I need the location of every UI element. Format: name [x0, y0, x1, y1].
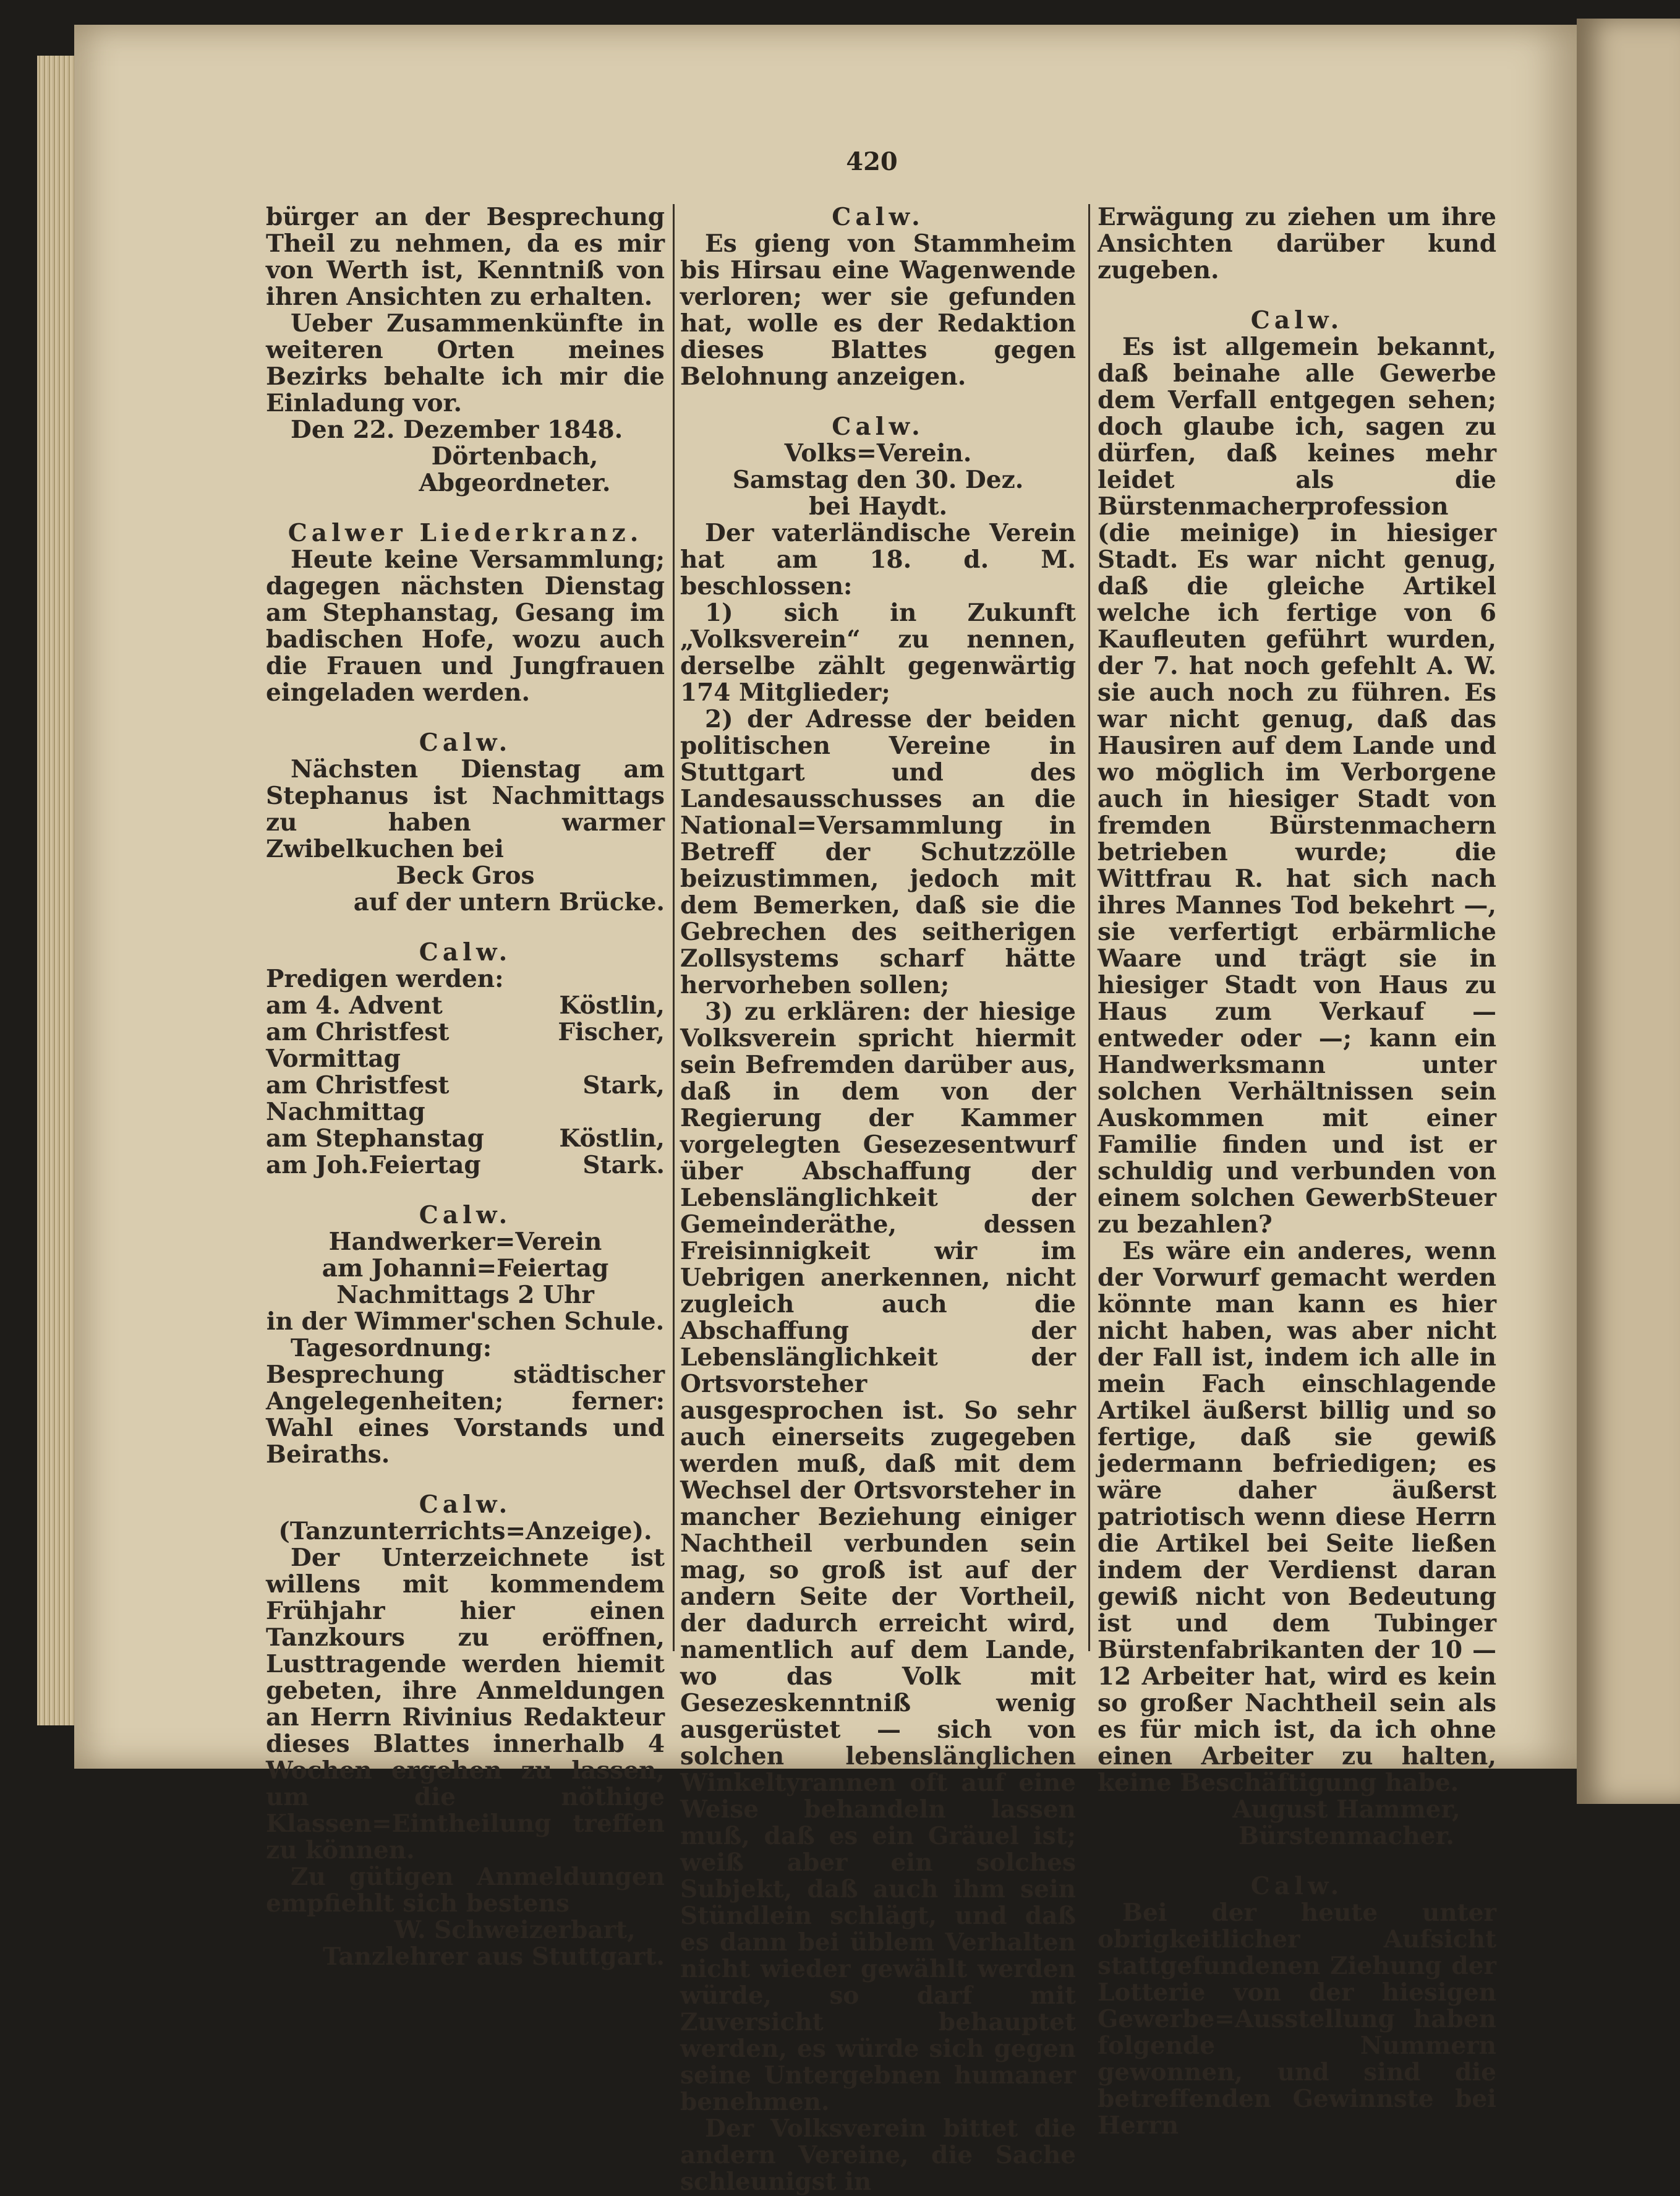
- paragraph: bürger an der Besprechung Theil zu nehmen, da es mir von Werth ist, Kenntniß von ihren Ansichten zu erhalten.: [266, 203, 665, 311]
- sermon-row: am Christfest Vormittag Fischer,: [266, 1018, 665, 1073]
- section-heading: Calw.: [419, 728, 512, 757]
- paragraph: Der vaterländische Verein hat am 18. d. M. beschlossen:: [680, 519, 1076, 600]
- section-subheading: Volks=Verein.: [784, 439, 972, 468]
- section-subheading: (Tanzunterrichts=Anzeige).: [278, 1517, 652, 1545]
- paragraph: Heute keine Versammlung; dagegen nächsten Dienstag am Stephanstag, Gesang im badischen Hofe, wozu auch die Frauen und Jungfrauen eingeladen werden.: [266, 545, 665, 707]
- signature-title: Bürstenmacher.: [1238, 1822, 1454, 1850]
- signature-title: Tanzlehrer aus Stuttgart.: [323, 1942, 665, 1971]
- column-2: [680, 204, 1076, 2195]
- paragraph: Ueber Zusammenkünfte in weiteren Orten meines Bezirks behalte ich mir die Einladung vor.: [266, 309, 665, 417]
- signature-name: Dörtenbach,: [431, 442, 599, 471]
- advertiser-name: Beck Gros: [396, 861, 535, 890]
- event-line: in der Wimmer'schen Schule.: [266, 1307, 665, 1336]
- section-heading: Calw.: [1250, 1872, 1344, 1900]
- section-heading: Calw.: [419, 938, 512, 967]
- event-line: Nachmittags 2 Uhr: [336, 1281, 594, 1309]
- column-1: [266, 204, 665, 1970]
- paragraph: Es wäre ein anderes, wenn der Vorwurf gemacht werden könnte man kann es hier nicht haben, was aber nicht der Fall ist, indem ich alle in mein Fach einschlagende Artikel äußerst billig und so fertige, daß sie gewiß jedermann befriedigen; es wäre daher äußerst patriotisch wenn diese Herrn die Artikel bei Seite ließen indem der Verdienst daran gewiß nicht von Bedeutung ist und dem Tubinger Bürstenfabrikanten der 10 — 12 Arbeiter hat, wird es kein so großer Nachtheil sein als es für mich ist, da ich ohne einen Arbeiter zu halten, keine Beschäftigung habe.: [1098, 1237, 1496, 1797]
- sermon-row: am Christfest Nachmittag Stark,: [266, 1071, 665, 1126]
- page-number: 420: [846, 147, 898, 176]
- section-subheading: Handwerker=Verein: [328, 1228, 602, 1256]
- sermons-title: Predigen werden:: [266, 965, 504, 993]
- paragraph: Zu gütigen Anmeldungen empfiehlt sich bestens: [266, 1863, 665, 1918]
- sermon-row: am 4. Advent Köstlin,: [266, 991, 665, 1020]
- paragraph: 2) der Adresse der beiden politischen Vereine in Stuttgart und des Landesausschusses an die National=Versammlung in Betreff der Schutzzölle beizustimmen, jedoch mit dem Bemerken, daß sie die Gebrechen des seitherigen Zollsystems scharf hätte hervorheben sollen;: [680, 705, 1076, 999]
- event-line: Samstag den 30. Dez.: [732, 466, 1024, 494]
- column-rule-1: [673, 204, 675, 1651]
- section-heading: Calw.: [419, 1490, 512, 1519]
- event-line: bei Haydt.: [808, 492, 948, 521]
- paragraph: Erwägung zu ziehen um ihre Ansichten darüber kund zugeben.: [1098, 203, 1496, 284]
- paragraph: Tagesordnung: Besprechung städtischer Angelegenheiten; ferner: Wahl eines Vorstands und Beiraths.: [266, 1334, 665, 1469]
- column-rule-2: [1088, 204, 1090, 1651]
- column-3: [1098, 204, 1496, 2139]
- section-heading: Calw.: [1250, 306, 1344, 335]
- date-line: Den 22. Dezember 1848.: [291, 416, 623, 444]
- paragraph: 1) sich in Zukunft „Volksverein“ zu nennen, derselbe zählt gegenwärtig 174 Mitglieder;: [680, 599, 1076, 707]
- paragraph: Nächsten Dienstag am Stephanus ist Nachmittags zu haben warmer Zwibelkuchen bei: [266, 755, 665, 863]
- facing-page: [1577, 19, 1680, 1804]
- section-heading: Calw.: [832, 203, 924, 231]
- paragraph: 3) zu erklären: der hiesige Volksverein spricht hiermit sein Befremden darüber aus, daß in dem von der Regierung der Kammer vorgelegten Gesezesentwurf über Abschaffung der Lebenslänglichkeit der Gemeinderäthe, dessen Freisinnigkeit wir im Uebrigen anerkennen, nicht zugleich auch die Abschaffung der Lebenslänglichkeit der Ortsvorsteher ausgesprochen ist. So sehr auch einerseits zugegeben werden muß, daß mit dem Wechsel der Ortsvorsteher in mancher Beziehung einiger Nachtheil verbunden sein mag, so groß ist auf der andern Seite der Vortheil, der dadurch erreicht wird, namentlich auf dem Lande, wo das Volk mit Gesezeskenntniß wenig ausgerüstet — sich von solchen lebenslänglichen Winkeltyrannen oft auf eine Weise behandeln lassen muß, daß es ein Gräuel ist; weiß aber ein solches Subjekt, daß auch ihm sein Stündlein schlägt, und daß es dann bei üblem Verhalten nicht wieder gewählt werden würde, so darf mit Zuversicht behauptet werden, es würde sich gegen seine Untergebnen humaner benehmen.: [680, 998, 1076, 2116]
- signature-name: August Hammer,: [1232, 1795, 1460, 1824]
- signature-name: W. Schweizerbart,: [394, 1916, 636, 1944]
- paragraph: Es ist allgemein bekannt, daß beinahe alle Gewerbe dem Verfall entgegen sehen; doch glaube ich, sagen zu dürfen, daß keines mehr leidet als die Bürstenmacherprofession (die meinige) in hiesiger Stadt. Es war nicht genug, daß die gleiche Artikel welche ich fertige von 6 Kaufleuten geführt wurden, der 7. hat noch gefehlt A. W. sie auch noch zu führen. Es war nicht genug, daß das Hausiren auf dem Lande und wo möglich im Verborgene auch in hiesiger Stadt von fremden Bürstenmachern betrieben wurde; die Wittfrau R. hat sich nach ihres Mannes Tod bekehrt —, sie verfertigt erbärmliche Waare und trägt sie in hiesiger Stadt von Haus zu Haus zum Verkauf — entweder oder —; kann ein Handwerksmann unter solchen Verhältnissen sein Auskommen mit einer Familie finden und ist er schuldig und verbunden von einem solchen GewerbSteuer zu bezahlen?: [1098, 333, 1496, 1239]
- advertiser-place: auf der untern Brücke.: [353, 888, 665, 916]
- section-heading: Calwer Liederkranz.: [288, 519, 643, 547]
- event-line: am Johanni=Feiertag: [322, 1254, 609, 1283]
- paragraph: Der Unterzeichnete ist willens mit kommendem Frühjahr hier einen Tanzkours zu eröffnen, Lusttragende werden hiemit gebeten, ihre Anmeldungen an Herrn Rivinius Redakteur dieses Blattes innerhalb 4 Wochen ergehen zu lassen, um die nöthige Klassen=Eintheilung treffen zu können.: [266, 1544, 665, 1865]
- section-heading: Calw.: [419, 1201, 512, 1229]
- sermon-row: am Stephanstag Köstlin,: [266, 1124, 665, 1153]
- section-heading: Calw.: [832, 412, 924, 441]
- sermon-list: [266, 993, 665, 1179]
- sermon-row: am Joh.Feiertag Stark.: [266, 1151, 665, 1179]
- paragraph: Es gieng von Stammheim bis Hirsau eine Wagenwende verloren; wer sie gefunden hat, wolle es der Redaktion dieses Blattes gegen Belohnung anzeigen.: [680, 229, 1076, 391]
- paragraph: Der Volksverein bittet die andern Vereine, die Sache schleunigst in: [680, 2114, 1076, 2196]
- paragraph: Bei der heute unter obrigkeitlicher Aufsicht stattgefundenen Ziehung der Lotterie von der hiesigen Gewerbe=Ausstellung haben folgende Nummern gewonnen, und sind die betreffenden Gewinnste bei Herrn: [1098, 1899, 1496, 2140]
- signature-title: Abgeordneter.: [419, 469, 611, 497]
